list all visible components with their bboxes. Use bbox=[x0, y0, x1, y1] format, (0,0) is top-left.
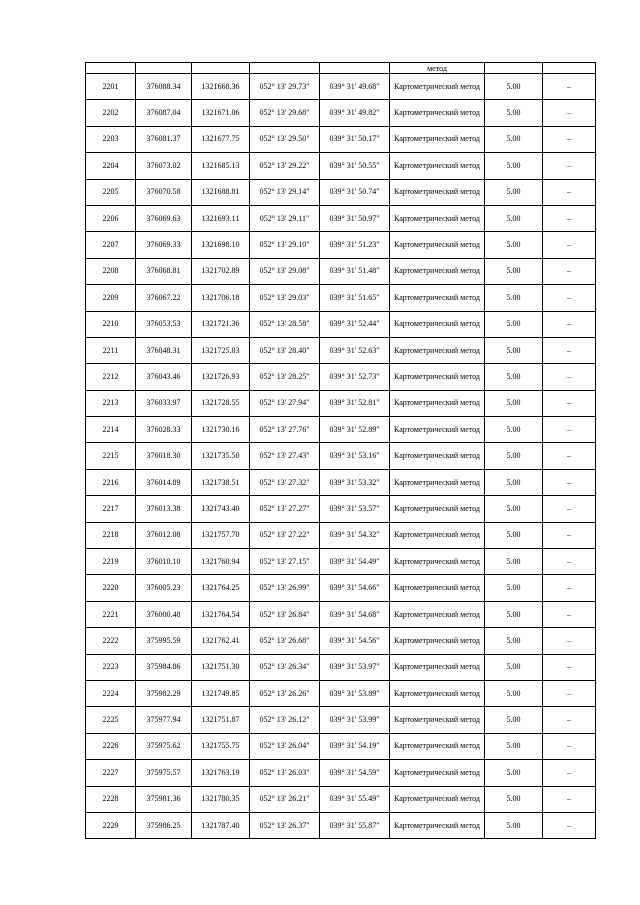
y-coordinate-cell: 1321762.41 bbox=[192, 628, 250, 654]
table-row bbox=[86, 205, 596, 231]
note-cell: – bbox=[543, 179, 596, 205]
method-cell: Картометрический метод bbox=[390, 549, 485, 575]
accuracy-cell: 5.00 bbox=[485, 786, 543, 812]
longitude-cell: 039° 31' 50.74" bbox=[320, 179, 390, 205]
method-cell: Картометрический метод bbox=[390, 311, 485, 337]
point-number-cell: 2223 bbox=[86, 654, 136, 680]
point-number-cell: 2215 bbox=[86, 443, 136, 469]
y-coordinate-cell: 1321671.06 bbox=[192, 100, 250, 126]
note-cell: – bbox=[543, 417, 596, 443]
method-cell: Картометрический метод bbox=[390, 153, 485, 179]
table-row bbox=[86, 628, 596, 654]
accuracy-cell: 5.00 bbox=[485, 417, 543, 443]
table-row bbox=[86, 311, 596, 337]
y-coordinate-cell: 1321743.40 bbox=[192, 496, 250, 522]
point-number-cell: 2201 bbox=[86, 74, 136, 100]
method-cell: Картометрический метод bbox=[390, 100, 485, 126]
latitude-cell: 052° 13' 28.25" bbox=[250, 364, 320, 390]
latitude-cell: 052° 13' 29.22" bbox=[250, 153, 320, 179]
method-cell: Картометрический метод bbox=[390, 232, 485, 258]
table-row bbox=[86, 417, 596, 443]
y-coordinate-cell: 1321668.36 bbox=[192, 74, 250, 100]
accuracy-cell: 5.00 bbox=[485, 628, 543, 654]
x-coordinate-cell: 376005.23 bbox=[136, 575, 192, 601]
y-coordinate-cell: 1321726.93 bbox=[192, 364, 250, 390]
longitude-cell: 039° 31' 51.23" bbox=[320, 232, 390, 258]
point-number-cell: 2202 bbox=[86, 100, 136, 126]
x-coordinate-cell: 376069.33 bbox=[136, 232, 192, 258]
point-number-cell: 2206 bbox=[86, 205, 136, 231]
latitude-cell: 052° 13' 26.68" bbox=[250, 628, 320, 654]
x-coordinate-cell: 376067.22 bbox=[136, 285, 192, 311]
note-cell: – bbox=[543, 443, 596, 469]
longitude-cell: 039° 31' 52.73" bbox=[320, 364, 390, 390]
y-coordinate-cell: 1321787.40 bbox=[192, 812, 250, 838]
point-number-cell: 2208 bbox=[86, 258, 136, 284]
latitude-cell: 052° 13' 27.32" bbox=[250, 469, 320, 495]
latitude-cell: 052° 13' 26.04" bbox=[250, 733, 320, 759]
y-coordinate-cell: 1321688.81 bbox=[192, 179, 250, 205]
y-coordinate-cell: 1321721.36 bbox=[192, 311, 250, 337]
accuracy-cell: 5.00 bbox=[485, 337, 543, 363]
note-cell: – bbox=[543, 707, 596, 733]
latitude-cell: 052° 13' 29.08" bbox=[250, 258, 320, 284]
longitude-cell: 039° 31' 53.99" bbox=[320, 707, 390, 733]
method-cell: Картометрический метод bbox=[390, 337, 485, 363]
note-cell: – bbox=[543, 601, 596, 627]
document-page bbox=[85, 62, 595, 839]
x-coordinate-cell: 375981.36 bbox=[136, 786, 192, 812]
method-cell: Картометрический метод bbox=[390, 496, 485, 522]
table-row bbox=[86, 179, 596, 205]
latitude-cell: 052° 13' 26.99" bbox=[250, 575, 320, 601]
y-coordinate-cell: 1321764.54 bbox=[192, 601, 250, 627]
point-number-cell: 2203 bbox=[86, 126, 136, 152]
latitude-cell: 052° 13' 29.11" bbox=[250, 205, 320, 231]
table-row bbox=[86, 707, 596, 733]
x-coordinate-cell: 375977.94 bbox=[136, 707, 192, 733]
latitude-cell: 052° 13' 26.21" bbox=[250, 786, 320, 812]
longitude-cell: 039° 31' 54.68" bbox=[320, 601, 390, 627]
method-cell: Картометрический метод bbox=[390, 469, 485, 495]
x-coordinate-cell: 376014.89 bbox=[136, 469, 192, 495]
y-coordinate-cell: 1321728.55 bbox=[192, 390, 250, 416]
accuracy-cell: 5.00 bbox=[485, 311, 543, 337]
x-coordinate-cell: 376069.63 bbox=[136, 205, 192, 231]
table-row bbox=[86, 100, 596, 126]
continuation-method-cell: метод bbox=[390, 63, 485, 74]
table-row bbox=[86, 443, 596, 469]
accuracy-cell: 5.00 bbox=[485, 364, 543, 390]
accuracy-cell: 5.00 bbox=[485, 575, 543, 601]
accuracy-cell: 5.00 bbox=[485, 443, 543, 469]
point-number-cell: 2229 bbox=[86, 812, 136, 838]
method-cell: Картометрический метод bbox=[390, 680, 485, 706]
note-cell: – bbox=[543, 337, 596, 363]
longitude-cell: 039° 31' 51.65" bbox=[320, 285, 390, 311]
y-coordinate-cell: 1321749.85 bbox=[192, 680, 250, 706]
continuation-row bbox=[86, 63, 596, 74]
accuracy-cell: 5.00 bbox=[485, 680, 543, 706]
longitude-cell: 039° 31' 52.44" bbox=[320, 311, 390, 337]
longitude-cell: 039° 31' 50.55" bbox=[320, 153, 390, 179]
point-number-cell: 2220 bbox=[86, 575, 136, 601]
method-cell: Картометрический метод bbox=[390, 707, 485, 733]
note-cell: – bbox=[543, 760, 596, 786]
method-cell: Картометрический метод bbox=[390, 575, 485, 601]
point-number-cell: 2221 bbox=[86, 601, 136, 627]
table-row bbox=[86, 786, 596, 812]
longitude-cell: 039° 31' 54.19" bbox=[320, 733, 390, 759]
longitude-cell: 039° 31' 54.66" bbox=[320, 575, 390, 601]
y-coordinate-cell: 1321763.19 bbox=[192, 760, 250, 786]
y-coordinate-cell: 1321730.16 bbox=[192, 417, 250, 443]
point-number-cell: 2222 bbox=[86, 628, 136, 654]
note-cell: – bbox=[543, 575, 596, 601]
method-cell: Картометрический метод bbox=[390, 522, 485, 548]
point-number-cell: 2212 bbox=[86, 364, 136, 390]
x-coordinate-cell: 376013.38 bbox=[136, 496, 192, 522]
note-cell: – bbox=[543, 311, 596, 337]
latitude-cell: 052° 13' 27.22" bbox=[250, 522, 320, 548]
latitude-cell: 052° 13' 26.03" bbox=[250, 760, 320, 786]
y-coordinate-cell: 1321725.03 bbox=[192, 337, 250, 363]
point-number-cell: 2213 bbox=[86, 390, 136, 416]
table-row bbox=[86, 258, 596, 284]
note-cell: – bbox=[543, 654, 596, 680]
method-cell: Картометрический метод bbox=[390, 205, 485, 231]
accuracy-cell: 5.00 bbox=[485, 179, 543, 205]
point-number-cell: 2217 bbox=[86, 496, 136, 522]
longitude-cell: 039° 31' 50.17" bbox=[320, 126, 390, 152]
table-row bbox=[86, 549, 596, 575]
point-number-cell: 2210 bbox=[86, 311, 136, 337]
y-coordinate-cell: 1321698.10 bbox=[192, 232, 250, 258]
coordinates-table bbox=[85, 62, 596, 839]
point-number-cell: 2205 bbox=[86, 179, 136, 205]
note-cell: – bbox=[543, 126, 596, 152]
x-coordinate-cell: 376068.81 bbox=[136, 258, 192, 284]
accuracy-cell: 5.00 bbox=[485, 549, 543, 575]
y-coordinate-cell: 1321751.30 bbox=[192, 654, 250, 680]
y-coordinate-cell: 1321757.70 bbox=[192, 522, 250, 548]
table-row bbox=[86, 74, 596, 100]
table-row bbox=[86, 575, 596, 601]
x-coordinate-cell: 376043.46 bbox=[136, 364, 192, 390]
table-row bbox=[86, 654, 596, 680]
longitude-cell: 039° 31' 52.81" bbox=[320, 390, 390, 416]
longitude-cell: 039° 31' 53.89" bbox=[320, 680, 390, 706]
method-cell: Картометрический метод bbox=[390, 390, 485, 416]
accuracy-cell: 5.00 bbox=[485, 496, 543, 522]
longitude-cell: 039° 31' 55.87" bbox=[320, 812, 390, 838]
latitude-cell: 052° 13' 27.94" bbox=[250, 390, 320, 416]
method-cell: Картометрический метод bbox=[390, 733, 485, 759]
latitude-cell: 052° 13' 29.73" bbox=[250, 74, 320, 100]
accuracy-cell: 5.00 bbox=[485, 812, 543, 838]
note-cell: – bbox=[543, 496, 596, 522]
method-cell: Картометрический метод bbox=[390, 654, 485, 680]
longitude-cell: 039° 31' 52.89" bbox=[320, 417, 390, 443]
point-number-cell: 2207 bbox=[86, 232, 136, 258]
longitude-cell: 039° 31' 55.49" bbox=[320, 786, 390, 812]
table-row bbox=[86, 364, 596, 390]
y-coordinate-cell: 1321706.18 bbox=[192, 285, 250, 311]
x-coordinate-cell: 376053.53 bbox=[136, 311, 192, 337]
accuracy-cell: 5.00 bbox=[485, 205, 543, 231]
latitude-cell: 052° 13' 29.14" bbox=[250, 179, 320, 205]
y-coordinate-cell: 1321738.51 bbox=[192, 469, 250, 495]
note-cell: – bbox=[543, 549, 596, 575]
note-cell: – bbox=[543, 205, 596, 231]
longitude-cell: 039° 31' 49.82" bbox=[320, 100, 390, 126]
method-cell: Картометрический метод bbox=[390, 760, 485, 786]
point-number-cell: 2228 bbox=[86, 786, 136, 812]
y-coordinate-cell: 1321735.50 bbox=[192, 443, 250, 469]
x-coordinate-cell: 376018.30 bbox=[136, 443, 192, 469]
y-coordinate-cell: 1321764.25 bbox=[192, 575, 250, 601]
note-cell: – bbox=[543, 364, 596, 390]
x-coordinate-cell: 375982.29 bbox=[136, 680, 192, 706]
longitude-cell: 039° 31' 54.59" bbox=[320, 760, 390, 786]
point-number-cell: 2218 bbox=[86, 522, 136, 548]
y-coordinate-cell: 1321677.75 bbox=[192, 126, 250, 152]
note-cell: – bbox=[543, 522, 596, 548]
x-coordinate-cell: 376010.10 bbox=[136, 549, 192, 575]
accuracy-cell: 5.00 bbox=[485, 74, 543, 100]
y-coordinate-cell: 1321693.11 bbox=[192, 205, 250, 231]
y-coordinate-cell: 1321751.87 bbox=[192, 707, 250, 733]
latitude-cell: 052° 13' 26.37" bbox=[250, 812, 320, 838]
table-row bbox=[86, 337, 596, 363]
point-number-cell: 2219 bbox=[86, 549, 136, 575]
point-number-cell: 2226 bbox=[86, 733, 136, 759]
table-row bbox=[86, 496, 596, 522]
x-coordinate-cell: 376048.31 bbox=[136, 337, 192, 363]
note-cell: – bbox=[543, 469, 596, 495]
point-number-cell: 2224 bbox=[86, 680, 136, 706]
accuracy-cell: 5.00 bbox=[485, 232, 543, 258]
table-row bbox=[86, 601, 596, 627]
latitude-cell: 052° 13' 26.12" bbox=[250, 707, 320, 733]
x-coordinate-cell: 376033.97 bbox=[136, 390, 192, 416]
table-row bbox=[86, 522, 596, 548]
table-row bbox=[86, 733, 596, 759]
table-row bbox=[86, 285, 596, 311]
point-number-cell: 2225 bbox=[86, 707, 136, 733]
method-cell: Картометрический метод bbox=[390, 258, 485, 284]
latitude-cell: 052° 13' 29.03" bbox=[250, 285, 320, 311]
latitude-cell: 052° 13' 27.76" bbox=[250, 417, 320, 443]
accuracy-cell: 5.00 bbox=[485, 126, 543, 152]
accuracy-cell: 5.00 bbox=[485, 258, 543, 284]
latitude-cell: 052° 13' 28.40" bbox=[250, 337, 320, 363]
y-coordinate-cell: 1321755.75 bbox=[192, 733, 250, 759]
latitude-cell: 052° 13' 29.50" bbox=[250, 126, 320, 152]
latitude-cell: 052° 13' 27.27" bbox=[250, 496, 320, 522]
x-coordinate-cell: 375995.59 bbox=[136, 628, 192, 654]
x-coordinate-cell: 375986.25 bbox=[136, 812, 192, 838]
method-cell: Картометрический метод bbox=[390, 812, 485, 838]
method-cell: Картометрический метод bbox=[390, 443, 485, 469]
point-number-cell: 2209 bbox=[86, 285, 136, 311]
table-row bbox=[86, 812, 596, 838]
x-coordinate-cell: 376000.48 bbox=[136, 601, 192, 627]
method-cell: Картометрический метод bbox=[390, 285, 485, 311]
x-coordinate-cell: 375975.62 bbox=[136, 733, 192, 759]
longitude-cell: 039° 31' 50.97" bbox=[320, 205, 390, 231]
x-coordinate-cell: 376088.34 bbox=[136, 74, 192, 100]
longitude-cell: 039° 31' 52.63" bbox=[320, 337, 390, 363]
point-number-cell: 2214 bbox=[86, 417, 136, 443]
x-coordinate-cell: 375984.86 bbox=[136, 654, 192, 680]
note-cell: – bbox=[543, 680, 596, 706]
accuracy-cell: 5.00 bbox=[485, 522, 543, 548]
note-cell: – bbox=[543, 258, 596, 284]
method-cell: Картометрический метод bbox=[390, 126, 485, 152]
accuracy-cell: 5.00 bbox=[485, 469, 543, 495]
accuracy-cell: 5.00 bbox=[485, 707, 543, 733]
latitude-cell: 052° 13' 27.43" bbox=[250, 443, 320, 469]
note-cell: – bbox=[543, 74, 596, 100]
note-cell: – bbox=[543, 812, 596, 838]
note-cell: – bbox=[543, 232, 596, 258]
latitude-cell: 052° 13' 26.34" bbox=[250, 654, 320, 680]
method-cell: Картометрический метод bbox=[390, 601, 485, 627]
longitude-cell: 039° 31' 53.32" bbox=[320, 469, 390, 495]
x-coordinate-cell: 376081.37 bbox=[136, 126, 192, 152]
accuracy-cell: 5.00 bbox=[485, 390, 543, 416]
accuracy-cell: 5.00 bbox=[485, 285, 543, 311]
point-number-cell: 2216 bbox=[86, 469, 136, 495]
x-coordinate-cell: 376073.02 bbox=[136, 153, 192, 179]
table-row bbox=[86, 126, 596, 152]
accuracy-cell: 5.00 bbox=[485, 100, 543, 126]
x-coordinate-cell: 376028.33 bbox=[136, 417, 192, 443]
table-row bbox=[86, 680, 596, 706]
table-body bbox=[86, 74, 596, 839]
table-row bbox=[86, 232, 596, 258]
y-coordinate-cell: 1321685.13 bbox=[192, 153, 250, 179]
latitude-cell: 052° 13' 26.26" bbox=[250, 680, 320, 706]
x-coordinate-cell: 376070.58 bbox=[136, 179, 192, 205]
method-cell: Картометрический метод bbox=[390, 628, 485, 654]
note-cell: – bbox=[543, 786, 596, 812]
note-cell: – bbox=[543, 733, 596, 759]
note-cell: – bbox=[543, 285, 596, 311]
longitude-cell: 039° 31' 49.68" bbox=[320, 74, 390, 100]
method-cell: Картометрический метод bbox=[390, 74, 485, 100]
table-row bbox=[86, 469, 596, 495]
point-number-cell: 2204 bbox=[86, 153, 136, 179]
accuracy-cell: 5.00 bbox=[485, 153, 543, 179]
table-row bbox=[86, 390, 596, 416]
method-cell: Картометрический метод bbox=[390, 417, 485, 443]
longitude-cell: 039° 31' 53.97" bbox=[320, 654, 390, 680]
latitude-cell: 052° 13' 29.68" bbox=[250, 100, 320, 126]
latitude-cell: 052° 13' 28.58" bbox=[250, 311, 320, 337]
point-number-cell: 2211 bbox=[86, 337, 136, 363]
longitude-cell: 039° 31' 54.49" bbox=[320, 549, 390, 575]
y-coordinate-cell: 1321702.89 bbox=[192, 258, 250, 284]
table-row bbox=[86, 153, 596, 179]
longitude-cell: 039° 31' 54.32" bbox=[320, 522, 390, 548]
accuracy-cell: 5.00 bbox=[485, 733, 543, 759]
note-cell: – bbox=[543, 100, 596, 126]
y-coordinate-cell: 1321780.35 bbox=[192, 786, 250, 812]
x-coordinate-cell: 375975.57 bbox=[136, 760, 192, 786]
note-cell: – bbox=[543, 153, 596, 179]
x-coordinate-cell: 376087.04 bbox=[136, 100, 192, 126]
note-cell: – bbox=[543, 628, 596, 654]
accuracy-cell: 5.00 bbox=[485, 654, 543, 680]
longitude-cell: 039° 31' 53.16" bbox=[320, 443, 390, 469]
accuracy-cell: 5.00 bbox=[485, 760, 543, 786]
latitude-cell: 052° 13' 29.10" bbox=[250, 232, 320, 258]
latitude-cell: 052° 13' 27.15" bbox=[250, 549, 320, 575]
x-coordinate-cell: 376012.08 bbox=[136, 522, 192, 548]
method-cell: Картометрический метод bbox=[390, 179, 485, 205]
method-cell: Картометрический метод bbox=[390, 364, 485, 390]
latitude-cell: 052° 13' 26.84" bbox=[250, 601, 320, 627]
longitude-cell: 039° 31' 54.56" bbox=[320, 628, 390, 654]
longitude-cell: 039° 31' 51.48" bbox=[320, 258, 390, 284]
y-coordinate-cell: 1321760.94 bbox=[192, 549, 250, 575]
note-cell: – bbox=[543, 390, 596, 416]
table-row bbox=[86, 760, 596, 786]
accuracy-cell: 5.00 bbox=[485, 601, 543, 627]
longitude-cell: 039° 31' 53.57" bbox=[320, 496, 390, 522]
method-cell: Картометрический метод bbox=[390, 786, 485, 812]
point-number-cell: 2227 bbox=[86, 760, 136, 786]
